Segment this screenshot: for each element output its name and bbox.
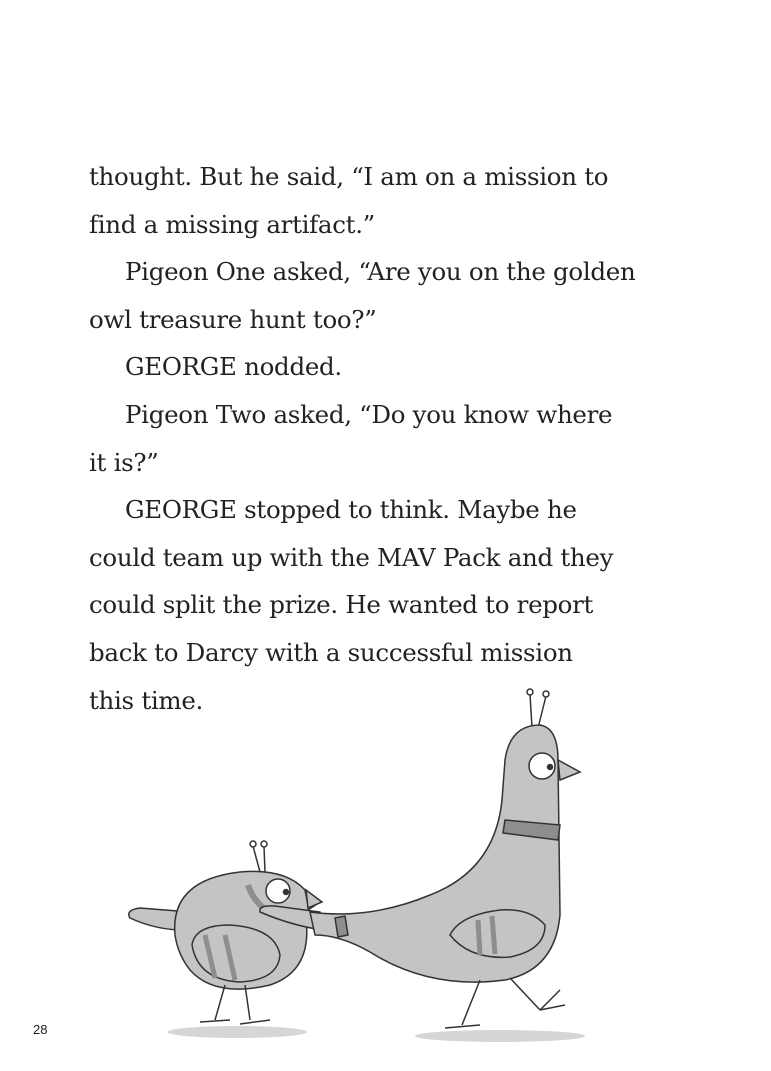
text-line: could split the prize. He wanted to report [89,590,594,620]
body-text [89,153,689,724]
text-line: find a missing artifact.” [89,209,375,239]
text-line: thought. But he said, “I am on a mission to [89,162,609,191]
text-line: this time. [89,685,204,715]
small-pigeon [129,841,322,1024]
page-number: 28 [33,1022,48,1037]
text-line: back to Darcy with a successful mission [89,637,573,667]
text-line: it is?” [89,447,159,477]
text-line: could team up with the MAV Pack and they [89,542,614,572]
text-line: GEORGE nodded. [125,352,342,382]
text-line: GEORGE stopped to think. Maybe he [125,495,577,525]
text-line: Pigeon One asked, “Are you on the golden [125,257,636,287]
text-line: Pigeon Two asked, “Do you know where [125,399,613,429]
tall-pigeon [260,689,580,1028]
robot-pigeons-illustration [100,680,660,1060]
text-line: owl treasure hunt too?” [89,304,377,334]
